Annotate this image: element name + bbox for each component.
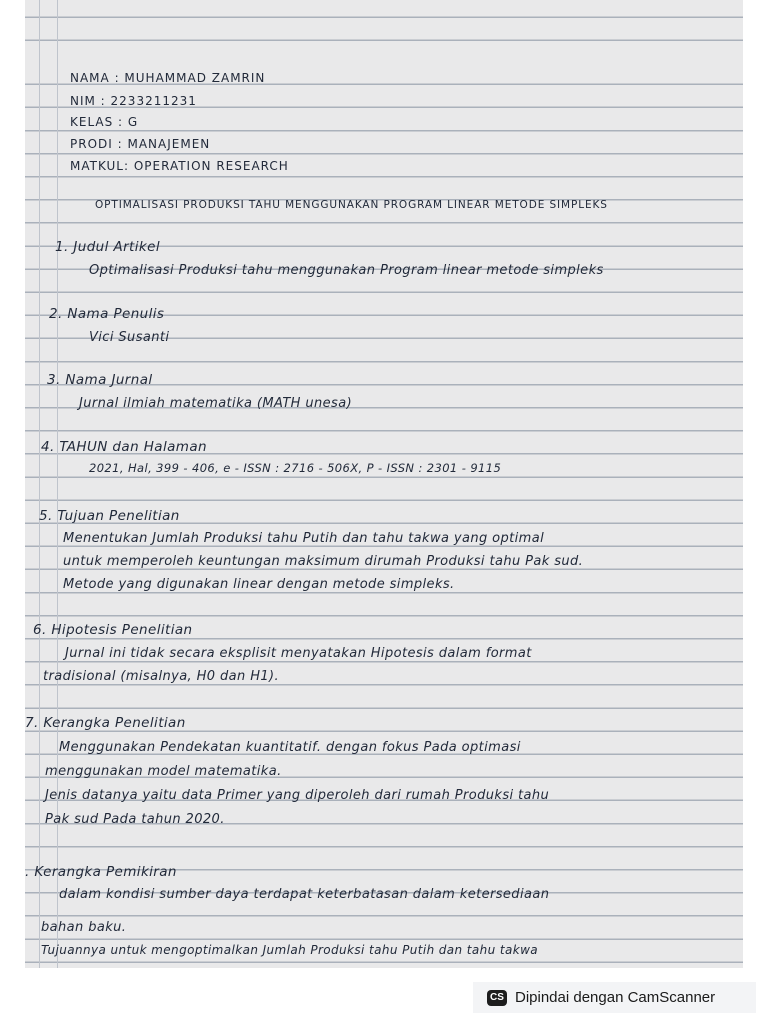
nim-line: NIM : 2233211231 [70, 94, 197, 108]
section-3-line-1: Jurnal ilmiah matematika (MATH unesa) [79, 396, 353, 411]
section-7-line-3: Jenis datanya yaitu data Primer yang diperoleh dari rumah Produksi tahu [45, 788, 550, 803]
nama-line: NAMA : MUHAMMAD ZAMRIN [70, 71, 266, 85]
section-7-line-1: Menggunakan Pendekatan kuantitatif. dengan fokus Pada optimasi [59, 740, 521, 755]
section-2-heading: 2. Nama Penulis [49, 306, 165, 322]
document-title: OPTIMALISASI PRODUKSI TAHU MENGGUNAKAN PROGRAM LINEAR METODE SIMPLEKS [95, 199, 608, 211]
section-8-line-3: Tujuannya untuk mengoptimalkan Jumlah Produksi tahu Putih dan tahu takwa [41, 943, 539, 957]
matkul-line: MATKUL: OPERATION RESEARCH [70, 159, 289, 173]
section-7-heading: 7. Kerangka Penelitian [25, 715, 186, 731]
section-4-heading: 4. TAHUN dan Halaman [41, 439, 207, 455]
section-7-line-4: Pak sud Pada tahun 2020. [45, 812, 225, 827]
section-5-line-3: Metode yang digunakan linear dengan metode simpleks. [63, 577, 455, 592]
section-4-line-1: 2021, Hal, 399 - 406, e - ISSN : 2716 - 506X, P - ISSN : 2301 - 9115 [89, 461, 502, 475]
section-6-line-2: tradisional (misalnya, H0 dan H1). [43, 669, 280, 684]
section-3-heading: 3. Nama Jurnal [47, 372, 153, 388]
section-5-line-1: Menentukan Jumlah Produksi tahu Putih dan tahu takwa yang optimal [63, 531, 545, 546]
watermark-text: Dipindai dengan CamScanner [515, 989, 716, 1006]
kelas-line: KELAS : G [70, 115, 139, 129]
section-8-line-1: dalam kondisi sumber daya terdapat keterbatasan dalam ketersediaan [59, 887, 550, 902]
section-5-line-2: untuk memperoleh keuntungan maksimum dirumah Produksi tahu Pak sud. [63, 554, 584, 569]
camscanner-logo-icon: CS [487, 990, 507, 1006]
section-8-line-2: bahan baku. [41, 920, 127, 935]
section-7-line-2: menggunakan model matematika. [45, 764, 282, 779]
section-6-heading: 6. Hipotesis Penelitian [33, 622, 193, 638]
scanned-notebook-page [25, 0, 743, 968]
camscanner-watermark [473, 982, 756, 1013]
section-2-line-1: Vici Susanti [89, 330, 170, 345]
section-8-heading: . Kerangka Pemikiran [25, 864, 177, 880]
section-1-line-1: Optimalisasi Produksi tahu menggunakan Program linear metode simpleks [89, 263, 604, 278]
section-6-line-1: Jurnal ini tidak secara eksplisit menyatakan Hipotesis dalam format [65, 646, 532, 661]
prodi-line: PRODI : MANAJEMEN [70, 137, 211, 151]
section-1-heading: 1. Judul Artikel [55, 239, 160, 255]
section-5-heading: 5. Tujuan Penelitian [39, 508, 180, 524]
